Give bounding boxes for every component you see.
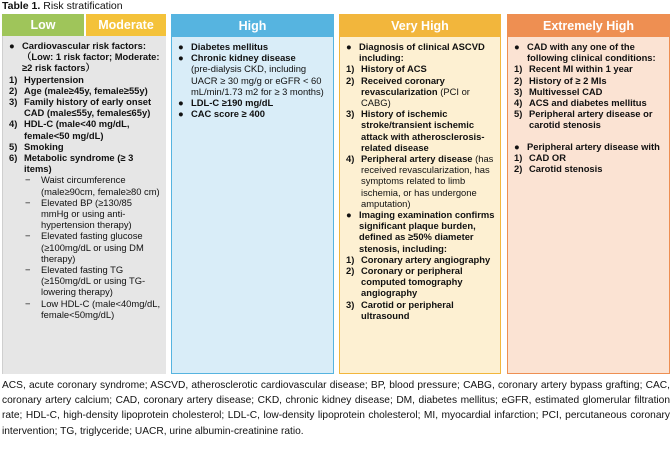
risk-factor-item: 3) Family history of early onset CAD (male≤55y, female≤65y) <box>9 96 152 119</box>
high-column <box>171 14 334 374</box>
list-item: 4) ACS and diabetes mellitus <box>514 97 647 109</box>
list-item: 2) Coronary or peripheral computed tomography angiography <box>346 265 463 299</box>
list-item: 1) Coronary artery angiography <box>346 253 491 265</box>
header-moderate: Moderate <box>84 14 166 36</box>
list-item: 3) Multivessel CAD <box>514 85 603 97</box>
metabolic-criterion: − Elevated fasting glucose (≥100mg/dL or using DM therapy) <box>25 230 144 264</box>
header-high: High <box>172 15 333 37</box>
metabolic-criterion: − Elevated BP (≥130/85 mmHg or using anti-hypertension therapy) <box>25 196 132 231</box>
list-item: 1) History of ACS <box>346 63 427 75</box>
risk-factor-item: 1) Hypertension <box>9 73 84 85</box>
list-item: ● Imaging examination confirms significant plaque burden, defined as ≥50% diameter stenosis, including: <box>346 209 495 254</box>
list-item: ● CAC score ≥ 400 <box>178 108 265 120</box>
risk-factor-item: 2) Age (male≥45y, female≥55y) <box>9 84 148 96</box>
list-item: ● LDL-C ≥190 mg/dL <box>178 97 274 109</box>
list-item: 4) Peripheral artery disease (has received revascularization, has symptoms related to limb ischemia, or has undergone amputation) <box>346 153 494 209</box>
header-low: Low <box>2 14 84 36</box>
low-moderate-column <box>2 14 166 374</box>
list-item: 2) History of ≥ 2 MIs <box>514 74 607 86</box>
list-item: ● Diagnosis of clinical ASCVD including: <box>346 41 485 64</box>
list-item: ● Cardiovascular risk factors: （Low: 1 risk factor; Moderate: ≥2 risk factors） <box>9 40 160 74</box>
caption-text: Risk stratification <box>40 0 123 12</box>
list-item: ● CAD with any one of the following clinical conditions: <box>514 41 656 64</box>
high-body <box>172 37 333 373</box>
caption-label: Table 1. <box>2 0 41 12</box>
risk-factor-item: 5) Smoking <box>9 140 64 152</box>
list-item: 1) CAD OR <box>514 151 566 163</box>
metabolic-criterion: − Low HDL-C (male<40mg/dL, female<50mg/dL) <box>25 297 161 320</box>
metabolic-criterion: − Waist circumference (male≥90cm, female≥80 cm) <box>25 174 160 197</box>
list-item: ● Peripheral artery disease with <box>514 140 660 152</box>
list-item: 2) Carotid stenosis <box>514 163 603 175</box>
risk-factor-item: 4) HDL-C (male<40 mg/dL, female<50 mg/dL) <box>9 118 130 141</box>
list-item: 1) Recent MI within 1 year <box>514 63 633 75</box>
list-item: ● Diabetes mellitus <box>178 41 269 52</box>
table-caption <box>2 0 123 13</box>
list-item: 2) Received coronary revascularization (PCI or CABG) <box>346 74 470 109</box>
risk-factors-detail: （Low: 1 risk factor; Moderate: ≥2 risk factors） <box>22 51 160 74</box>
list-item: 3) History of ischemic stroke/transient ischemic attack with atherosclerosis-related disease <box>346 108 485 153</box>
very-high-body <box>340 37 500 373</box>
list-item: 5) Peripheral artery disease or carotid stenosis <box>514 108 653 131</box>
risk-factor-item: 6) Metabolic syndrome (≥ 3 items) <box>9 152 134 175</box>
list-item: ● Chronic kidney disease (pre-dialysis CKD, including UACR ≥ 30 mg/g or eGFR < 60 mL/min/1.73 m2 for ≥ 3 months) <box>178 52 324 97</box>
low-moderate-header <box>2 14 166 36</box>
abbreviations-footnote: ACS, acute coronary syndrome; ASCVD, atherosclerotic cardiovascular disease; BP, blood pressure; CABG, coronary artery bypass grafting; CAC, coronary artery calcium; CAD, coronary artery disease; CKD, chronic kidney disease; DM, diabetes mellitus; eGFR, estimated glomerular filtration rate; HDL-C, high-density lipoprotein cholesterol; LDL-C, low-density lipoprotein cholesterol; MI, myocardial infarction; PCI, percutaneous coronary intervention; TG, triglyceride; UACR, urine albumin-creatinine ratio. <box>2 380 670 437</box>
extremely-high-column <box>507 14 670 374</box>
very-high-column <box>339 14 501 374</box>
risk-factors-title: Cardiovascular risk factors: <box>22 40 147 51</box>
header-extremely-high: Extremely High <box>508 15 669 37</box>
extremely-high-body <box>508 37 669 373</box>
low-moderate-body <box>2 36 166 374</box>
list-item: 3) Carotid or peripheral ultrasound <box>346 298 454 321</box>
metabolic-criterion: − Elevated fasting TG (≥150mg/dL or using TG-lowering therapy) <box>25 264 146 298</box>
header-very-high: Very High <box>340 15 500 37</box>
